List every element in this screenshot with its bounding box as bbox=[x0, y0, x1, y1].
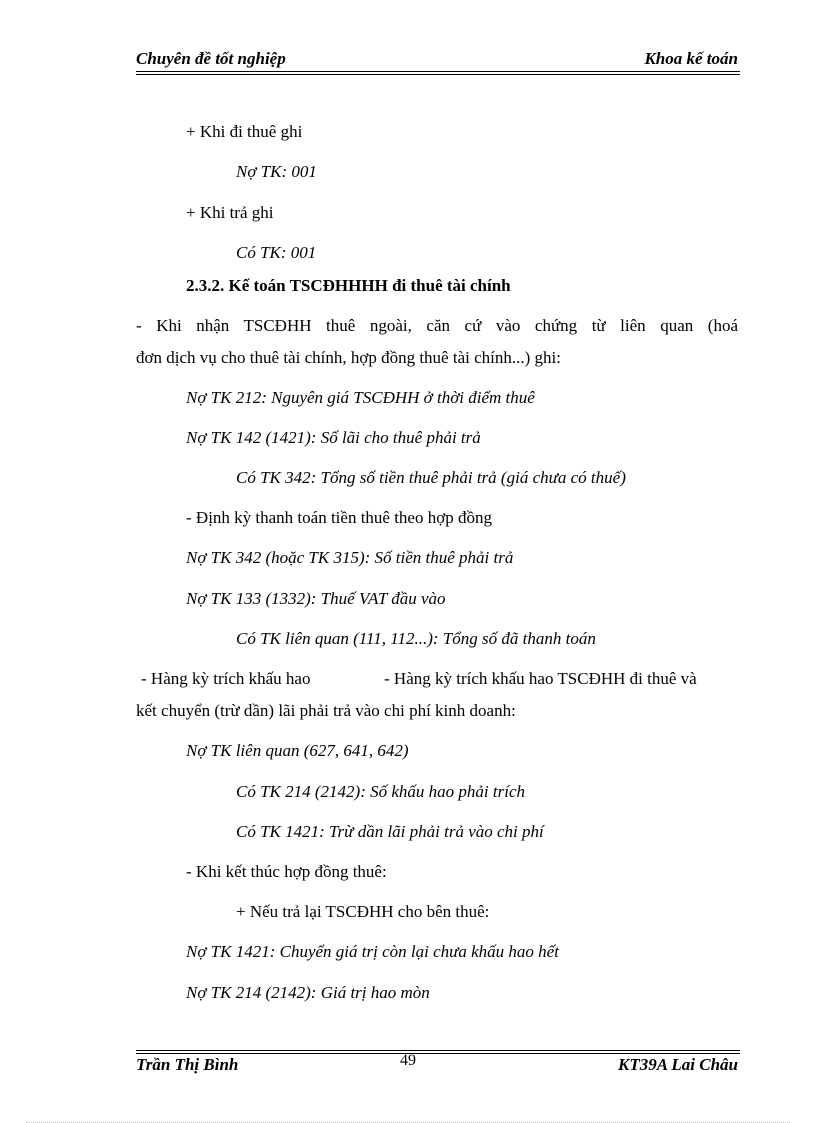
footer-class: KT39A Lai Châu bbox=[618, 1055, 738, 1074]
entry-line: Nợ TK 1421: Chuyển giá trị còn lại chưa khấu hao hết bbox=[186, 942, 559, 961]
entry-line: Có TK 1421: Trừ dần lãi phải trả vào chi phí bbox=[236, 822, 544, 841]
footer-author: Trần Thị Bình bbox=[136, 1055, 239, 1074]
section-heading: 2.3.2. Kế toán TSCĐHHHH đi thuê tài chính bbox=[186, 276, 511, 295]
entry-line: Có TK 214 (2142): Số khấu hao phải trích bbox=[236, 782, 525, 801]
paragraph-line: - Khi nhận TSCĐHH thuê ngoài, căn cứ vào chứng từ liên quan (hoá bbox=[136, 316, 738, 335]
paragraph-line: - Hàng kỳ trích khấu hao TSCĐHH đi thuê và bbox=[384, 669, 697, 688]
footer-rule-thin bbox=[136, 1050, 740, 1051]
paragraph-line: + Nếu trả lại TSCĐHH cho bên thuê: bbox=[236, 902, 490, 921]
entry-line: Nợ TK 133 (1332): Thuế VAT đầu vào bbox=[186, 589, 446, 608]
paragraph-line: - Hàng kỳ trích khấu hao bbox=[141, 669, 311, 688]
text-line: + Khi đi thuê ghi bbox=[186, 122, 303, 141]
page-number: 49 bbox=[400, 1052, 416, 1069]
entry-line: Nợ TK 142 (1421): Số lãi cho thuê phải trả bbox=[186, 428, 481, 447]
header-title-right: Khoa kế toán bbox=[644, 49, 738, 68]
entry-line: Có TK: 001 bbox=[236, 243, 317, 262]
header-rule-thin bbox=[136, 74, 740, 75]
header-title-left: Chuyên đề tốt nghiệp bbox=[136, 49, 286, 68]
entry-line: Nợ TK liên quan (627, 641, 642) bbox=[186, 741, 409, 760]
paragraph-line: - Định kỳ thanh toán tiền thuê theo hợp đồng bbox=[186, 508, 492, 527]
paragraph-line: đơn dịch vụ cho thuê tài chính, hợp đồng thuê tài chính...) ghi: bbox=[136, 348, 561, 367]
paragraph-line: - Khi kết thúc hợp đồng thuê: bbox=[186, 862, 387, 881]
entry-line: Có TK 342: Tổng số tiền thuê phải trả (giá chưa có thuế) bbox=[236, 468, 626, 487]
entry-line: Nợ TK 342 (hoặc TK 315): Số tiền thuê phải trả bbox=[186, 548, 514, 567]
entry-line: Nợ TK 214 (2142): Giá trị hao mòn bbox=[186, 983, 430, 1002]
header-rule bbox=[136, 71, 740, 72]
text-line: + Khi trả ghi bbox=[186, 203, 274, 222]
entry-line: Nợ TK 212: Nguyên giá TSCĐHH ở thời điểm thuê bbox=[186, 388, 535, 407]
paragraph-line: kết chuyển (trừ dần) lãi phải trả vào chi phí kinh doanh: bbox=[136, 701, 516, 720]
entry-line: Có TK liên quan (111, 112...): Tổng số đã thanh toán bbox=[236, 629, 596, 648]
entry-line: Nợ TK: 001 bbox=[236, 162, 317, 181]
